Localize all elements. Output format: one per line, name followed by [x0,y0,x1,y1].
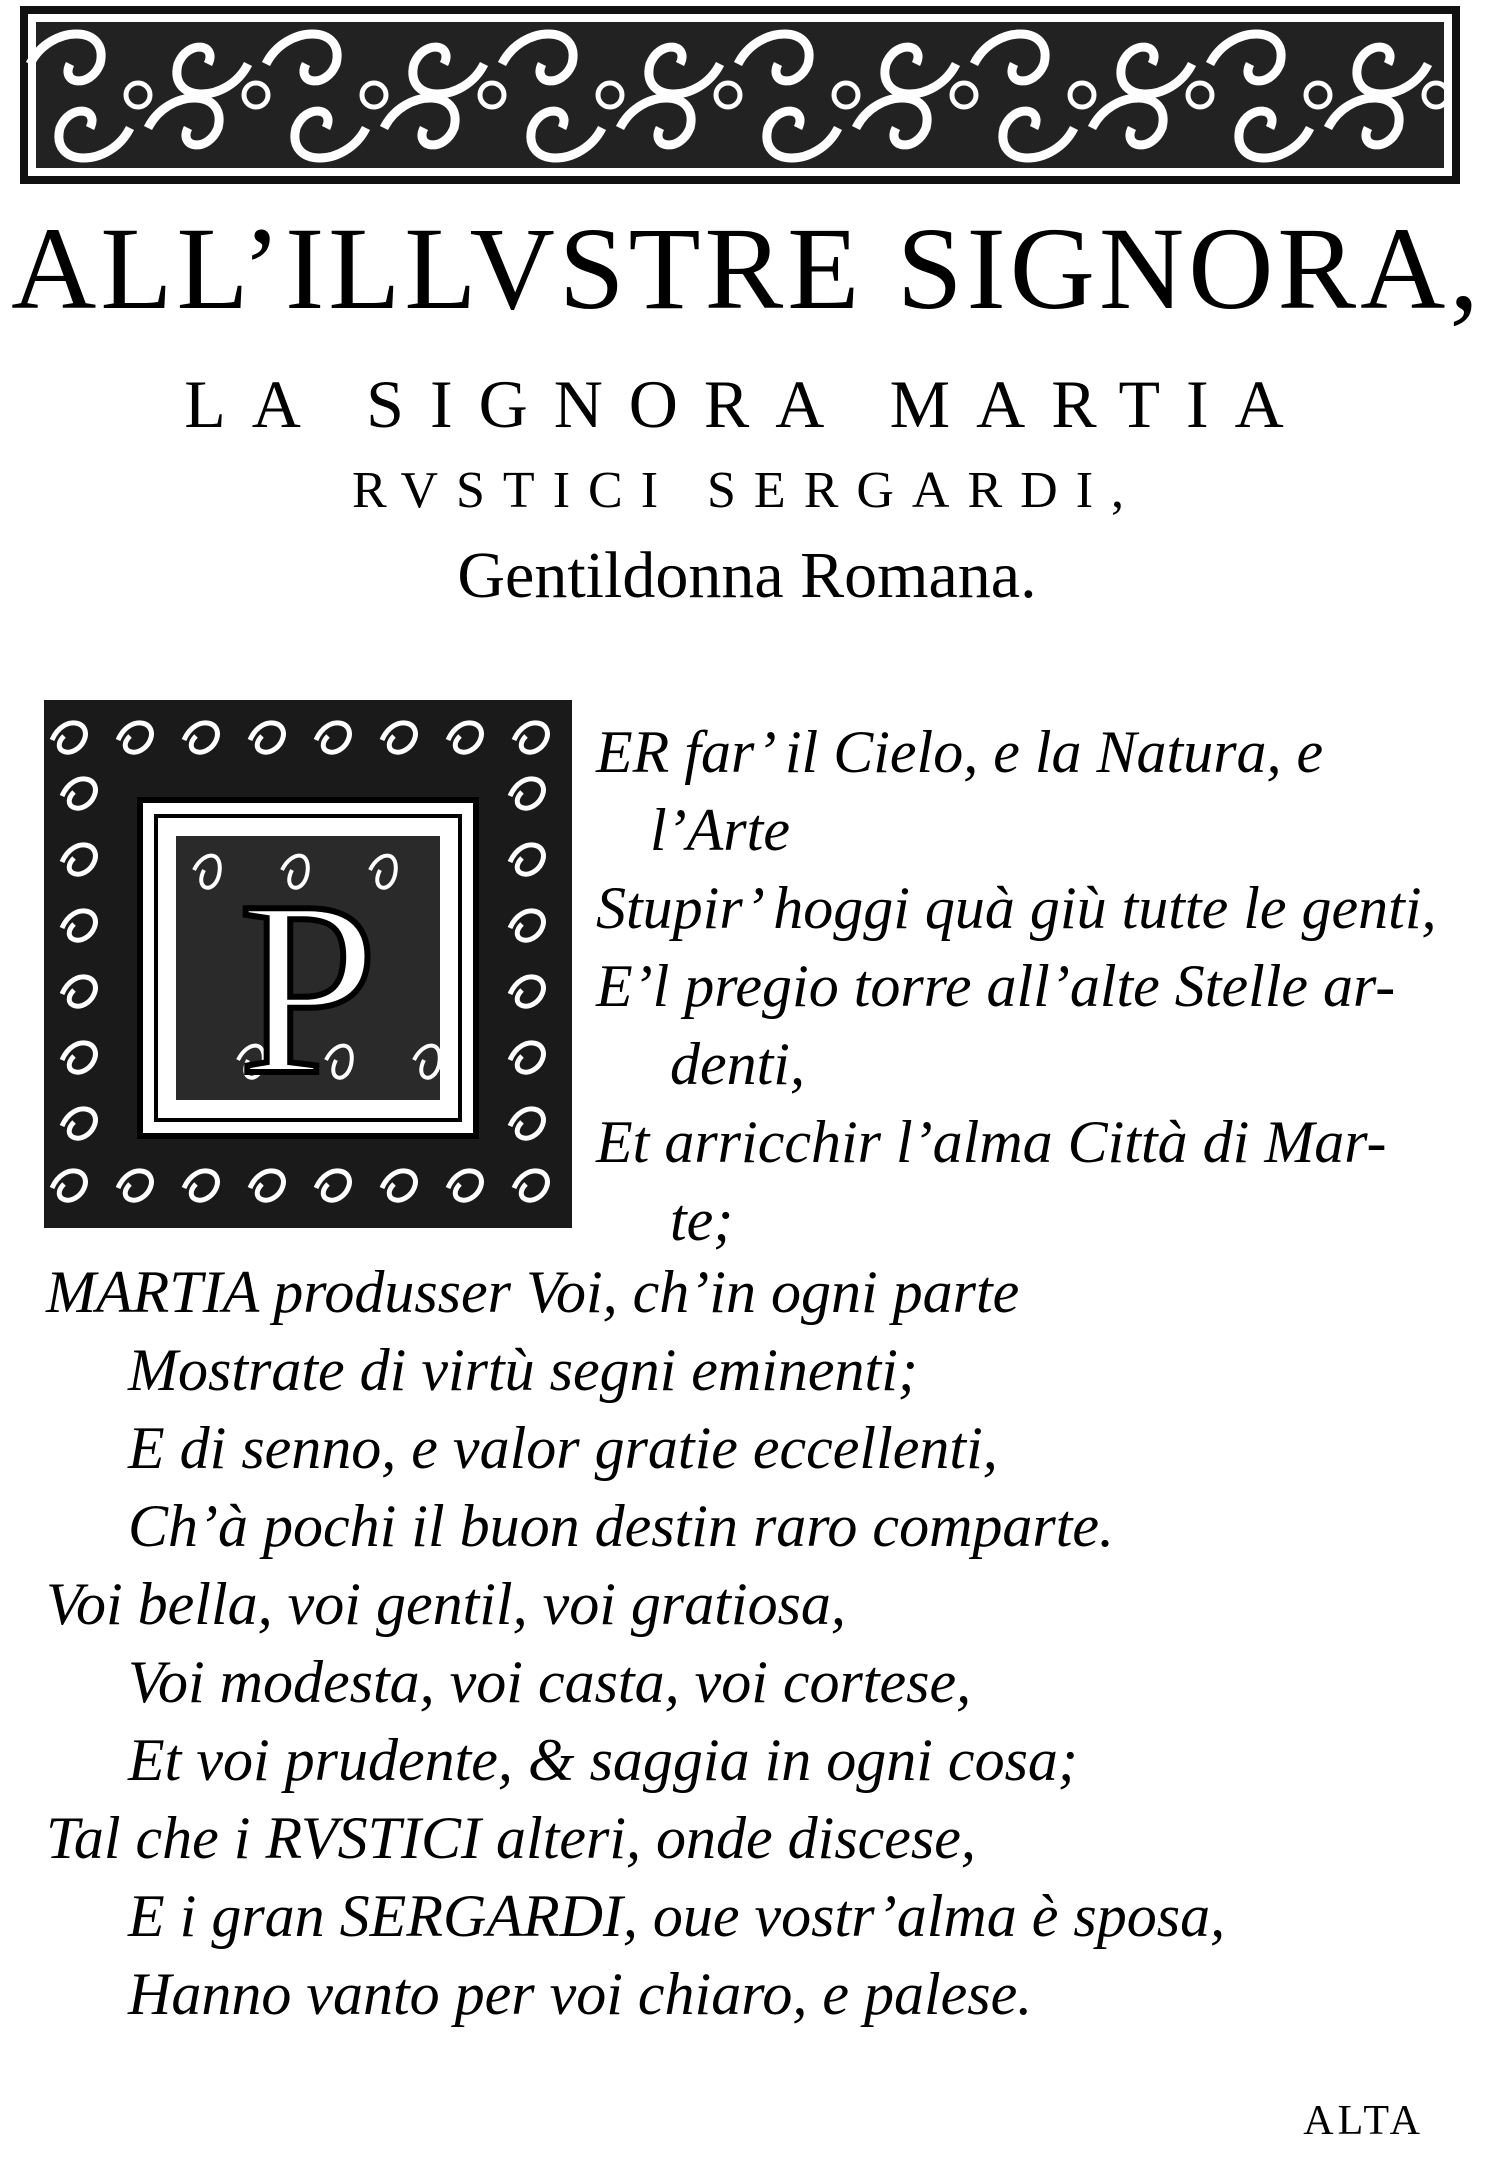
poem-line: MARTIA produsser Voi, ch’in ogni parte [46,1259,1020,1325]
poem-line: l’Arte [650,797,790,863]
poem-line: Mostrate di virtù segni eminenti; [128,1337,918,1403]
poem-line: E di senno, e valor gratie eccellenti, [128,1415,998,1481]
dedication-family-names: RVSTICI SERGARDI, [351,462,1143,519]
dedication-subtitle: LA SIGNORA MARTIA [184,366,1310,442]
poem-line: denti, [670,1031,805,1097]
poem-line: Tal che i RVSTICI alteri, onde discese, [46,1805,976,1871]
decorated-initial-frame [44,700,572,1228]
poem-line: E’l pregio torre all’alte Stelle ar- [596,953,1396,1019]
initial-letter: P [238,850,378,1127]
poem-line: Et voi prudente, & saggia in ogni cosa; [128,1727,1078,1793]
dedication-descriptor: Gentildonna Romana. [457,539,1037,612]
poem-line: Voi modesta, voi casta, voi cortese, [128,1649,972,1715]
poem-line: Voi bella, voi gentil, voi gratiosa, [46,1571,846,1637]
scrollwork-band-ornament [20,6,1460,184]
poem-line: te; [670,1187,734,1253]
catchword: ALTA [1303,2098,1424,2144]
poem-line: Stupir’ hoggi quà giù tutte le genti, [596,875,1437,941]
dedication-title: ALL’ILLVSTRE SIGNORA, [11,203,1483,334]
poem-line: Ch’à pochi il buon destin raro comparte. [128,1493,1115,1559]
poem-line: Hanno vanto per voi chiaro, e palese. [128,1961,1033,2027]
poem-line: E i gran SERGARDI, oue vostr’alma è sposa, [128,1883,1226,1949]
poem-line: Et arricchir l’alma Città di Mar- [596,1109,1387,1175]
poem-line: ER far’ il Cielo, e la Natura, e [596,719,1324,785]
